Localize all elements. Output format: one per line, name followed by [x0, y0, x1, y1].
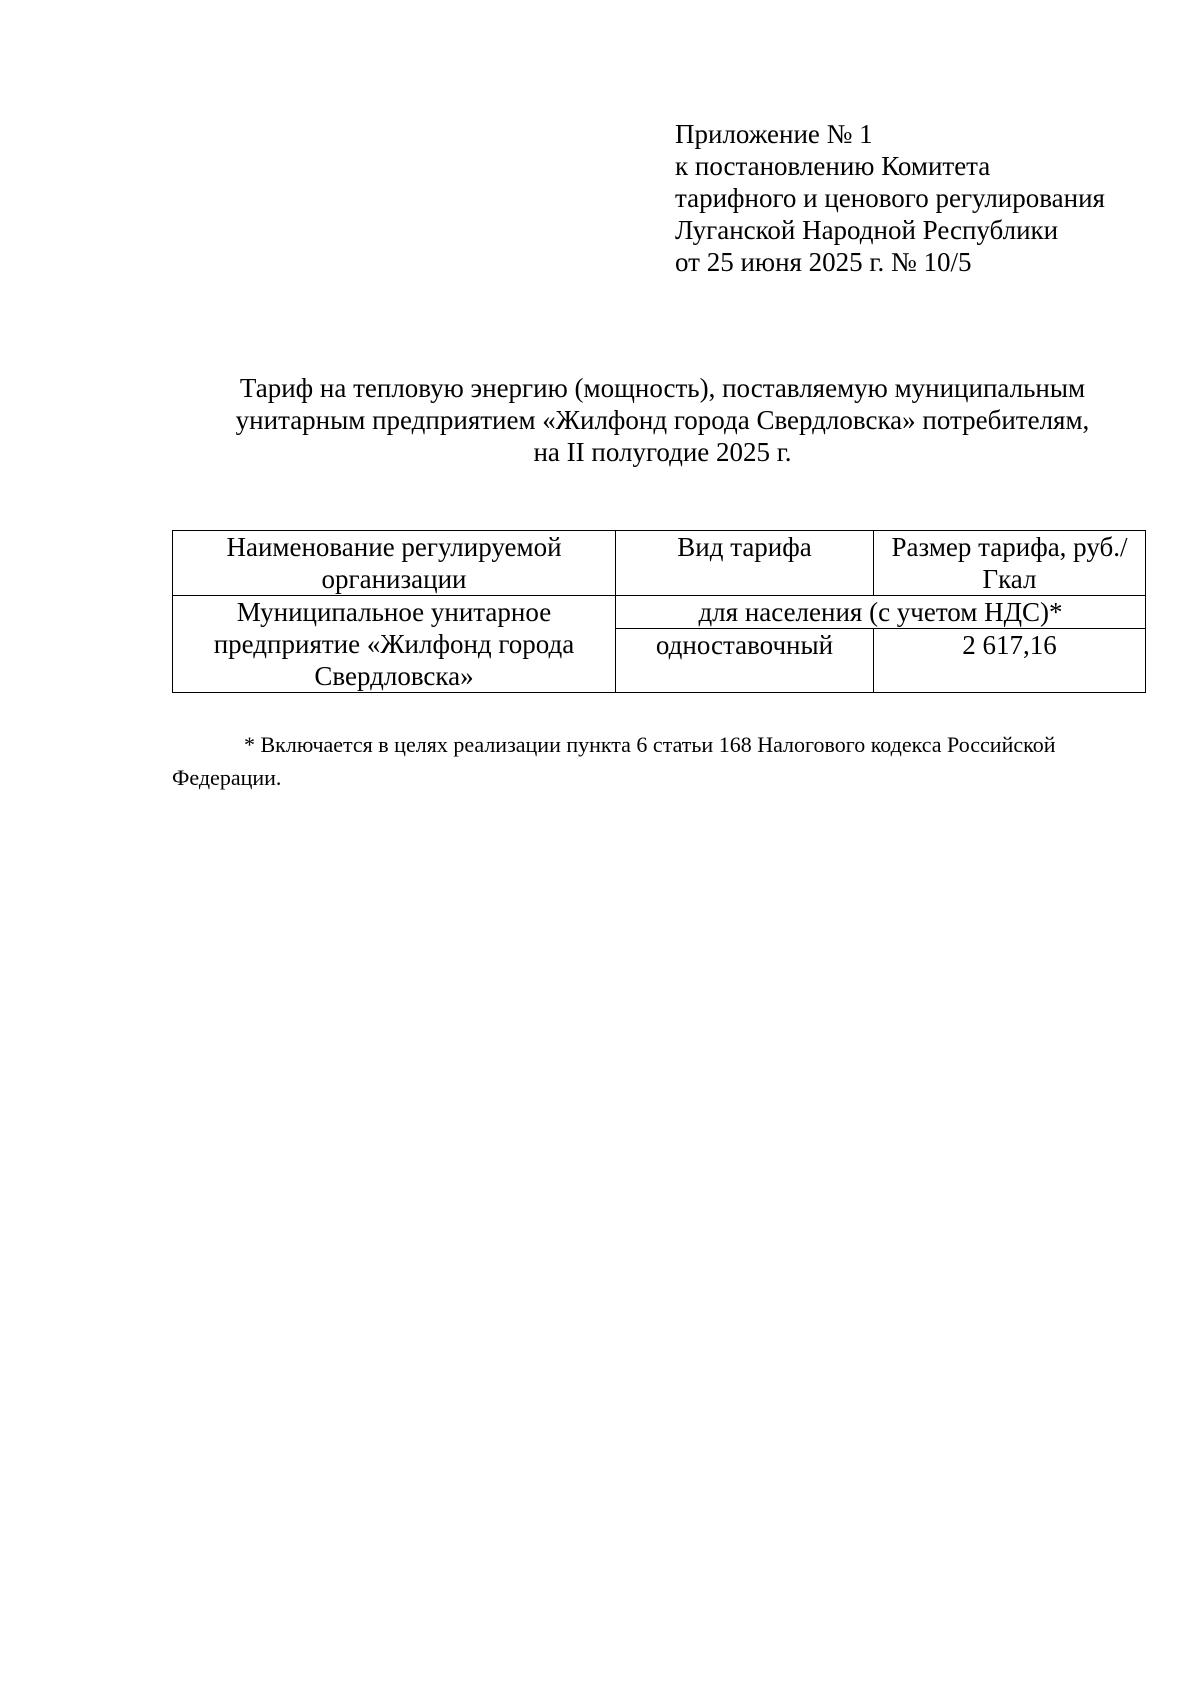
- footnote: * Включается в целях реализации пункта 6 статьи 168 Налогового кодекса Российской Федерации.: [172, 732, 1056, 790]
- appendix-line: тарифного и ценового регулирования: [675, 183, 1105, 213]
- title-line: унитарным предприятием «Жилфонд города Свердловска» потребителям,: [235, 405, 1090, 435]
- appendix-line: Луганской Народной Республики: [675, 215, 1059, 245]
- group-label-cell: для населения (с учетом НДС)*: [616, 596, 1146, 629]
- appendix-line: Приложение № 1: [675, 119, 873, 149]
- appendix-header: [675, 118, 1105, 278]
- table-row: [173, 596, 1146, 629]
- header-organization: Наименование регулируемой организации: [173, 531, 616, 596]
- appendix-line: к постановлению Комитета: [675, 151, 991, 181]
- header-tariff-size: Размер тарифа, руб./Гкал: [874, 531, 1146, 596]
- document-title: [160, 372, 1165, 468]
- tariff-type-cell: одноставочный: [616, 629, 874, 693]
- title-line: Тариф на тепловую энергию (мощность), поставляемую муниципальным: [239, 373, 1086, 403]
- appendix-line: от 25 июня 2025 г. № 10/5: [675, 247, 972, 277]
- header-tariff-type: Вид тарифа: [616, 531, 874, 596]
- table-header-row: [173, 531, 1146, 596]
- organization-cell: Муниципальное унитарное предприятие «Жилфонд города Свердловска»: [173, 596, 616, 693]
- tariff-table: [172, 530, 1146, 693]
- title-line: на II полугодие 2025 г.: [533, 437, 792, 467]
- tariff-value-cell: 2 617,16: [874, 629, 1146, 693]
